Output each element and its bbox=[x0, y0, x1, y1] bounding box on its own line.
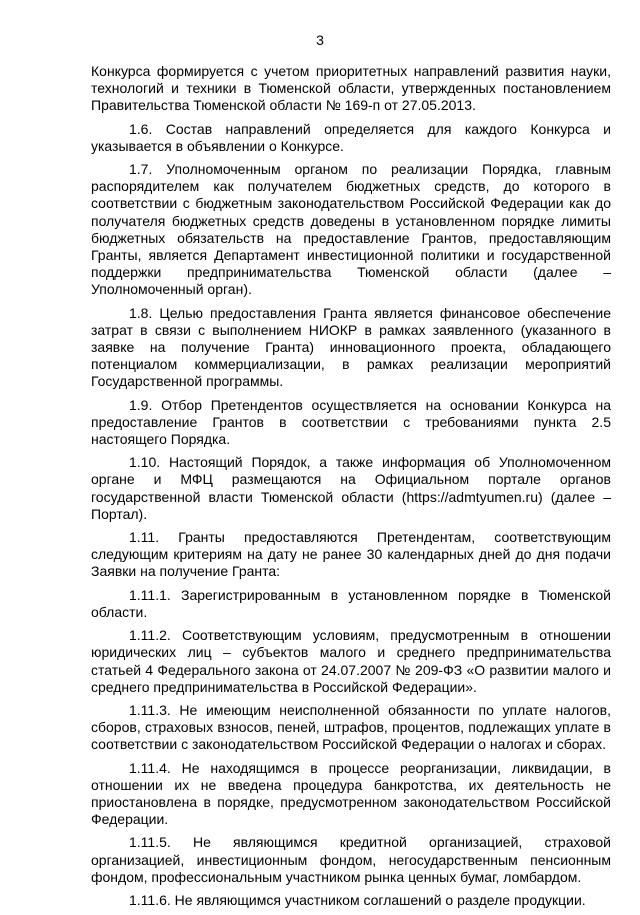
paragraph-1-11-6: 1.11.6. Не являющимся участником соглашений о разделе продукции. bbox=[129, 891, 586, 908]
paragraph-1-11-5: 1.11.5. Не являющимся кредитной организацией, страховой организацией, инвестиционным фондом, негосударственным пенсионным фондом, профессиональным участником рынка ценных бумаг, ломбардом. bbox=[91, 834, 611, 885]
paragraph-intro-continuation: Конкурса формируется с учетом приоритетных направлений развития науки, технологий и техники в Тюменской области, утвержденных постановлением Правительства Тюменской области № 169-п от 27.05.2013. bbox=[91, 63, 611, 114]
document-body bbox=[91, 63, 611, 915]
paragraph-1-7: 1.7. Уполномоченным органом по реализации Порядка, главным распорядителем как получателем бюджетных средств, до которого в соответствии с бюджетным законодательством Российской Федерации как до получателя бюджетных средств доведены в установленном порядке лимиты бюджетных обязательств на предоставление Грантов, предоставляющим Гранты, является Департамент инвестиционной политики и государственной поддержки предпринимательства Тюменской области (далее – Уполномоченный орган). bbox=[91, 161, 611, 298]
paragraph-1-10: 1.10. Настоящий Порядок, а также информация об Уполномоченном органе и МФЦ размещаются на Официальном портале органов государственной власти Тюменской области (https://admtyumen.ru) (далее – Портал). bbox=[91, 454, 611, 522]
paragraph-1-11-1: 1.11.1. Зарегистрированным в установленном порядке в Тюменской области. bbox=[91, 586, 611, 620]
paragraph-1-11-3: 1.11.3. Не имеющим неисполненной обязанности по уплате налогов, сборов, страховых взносов, пеней, штрафов, процентов, подлежащих уплате в соответствии с законодательством Российской Федерации о налогах и сборах. bbox=[91, 701, 611, 753]
paragraph-1-8: 1.8. Целью предоставления Гранта является финансовое обеспечение затрат в связи с выполнением НИОКР в рамках заявленного (указанного в заявке на получение Гранта) инновационного проекта, обладающего потенциалом коммерциализации, в рамках реализации мероприятий Государственной программы. bbox=[91, 304, 611, 390]
paragraph-1-11-4: 1.11.4. Не находящимся в процессе реорганизации, ликвидации, в отношении их не введена процедура банкротства, их деятельность не приостановлена в порядке, предусмотренном законодательством Российской Федерации. bbox=[91, 759, 611, 828]
paragraph-1-9: 1.9. Отбор Претендентов осуществляется на основании Конкурса на предоставление Грантов в соответствии с требованиями пункта 2.5 настоящего Порядка. bbox=[91, 396, 611, 448]
paragraph-1-11: 1.11. Гранты предоставляются Претендентам, соответствующим следующим критериям на дату не ранее 30 календарных дней до дня подачи Заявки на получение Гранта: bbox=[91, 529, 611, 580]
paragraph-1-11-2: 1.11.2. Соответствующим условиям, предусмотренным в отношении юридических лиц – субъектов малого и среднего предпринимательства статьей 4 Федерального закона от 24.07.2007 № 209-ФЗ «О развитии малого и среднего предпринимательства в Российской Федерации». bbox=[91, 627, 611, 695]
paragraph-1-6: 1.6. Состав направлений определяется для каждого Конкурса и указывается в объявлении о Конкурсе. bbox=[91, 120, 611, 154]
page-number: 3 bbox=[316, 32, 324, 48]
